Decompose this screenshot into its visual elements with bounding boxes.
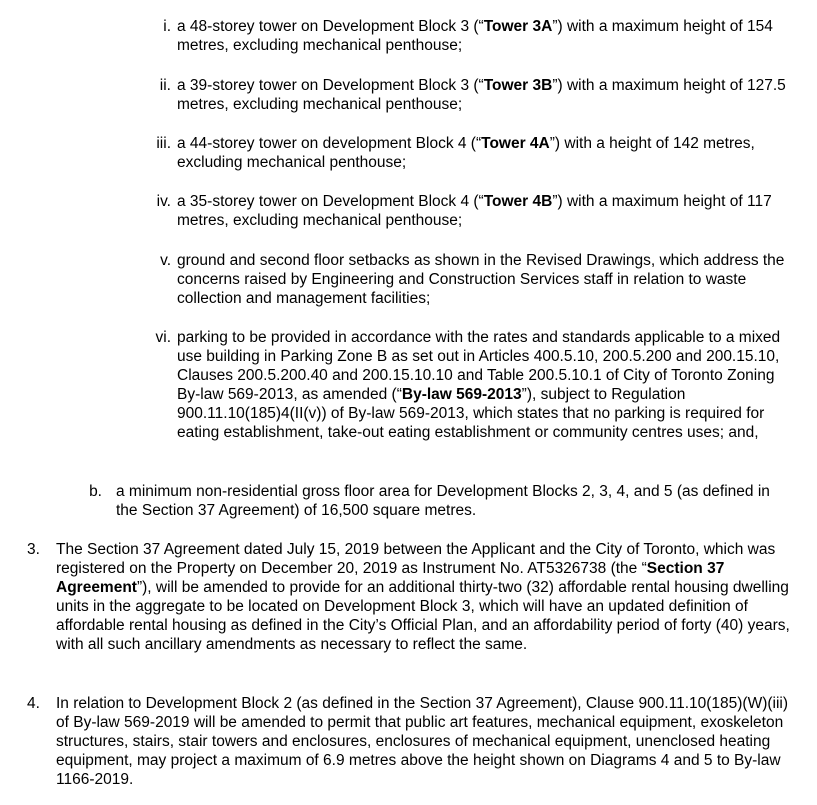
list-item-text: a 39-storey tower on Development Block 3 (“Tower 3B”) with a maximum height of 127.5 metres, excluding mechanical penthouse; xyxy=(177,77,786,113)
list-marker: 3. xyxy=(27,541,40,558)
list-item-b xyxy=(0,482,790,520)
defined-term: Tower 3A xyxy=(483,18,553,35)
list-item-text: a minimum non-residential gross floor area for Development Blocks 2, 3, 4, and 5 (as defined in the Section 37 Agreement) of 16,500 square metres. xyxy=(116,483,770,519)
list-marker: iv. xyxy=(156,193,171,210)
list-marker: ii. xyxy=(159,77,171,94)
list-marker: iii. xyxy=(156,135,171,152)
list-item-text: a 48-storey tower on Development Block 3 (“Tower 3A”) with a maximum height of 154 metres, excluding mechanical penthouse; xyxy=(177,18,773,54)
list-item-3 xyxy=(0,540,790,654)
list-item-i xyxy=(0,17,790,55)
list-item-v xyxy=(0,251,790,308)
list-marker: v. xyxy=(160,252,171,269)
defined-term: By-law 569-2013 xyxy=(401,386,522,403)
list-marker: 4. xyxy=(27,695,40,712)
list-item-ii xyxy=(0,76,790,114)
list-item-text: ground and second floor setbacks as shown in the Revised Drawings, which address the concerns raised by Engineering and Construction Services staff in relation to waste collection and management facilities; xyxy=(177,252,785,307)
list-item-vi xyxy=(0,328,790,442)
list-item-4 xyxy=(0,694,790,789)
defined-term: Tower 4B xyxy=(483,193,553,210)
defined-term: Tower 3B xyxy=(483,77,553,94)
list-item-iii xyxy=(0,134,790,172)
list-item-text: In relation to Development Block 2 (as defined in the Section 37 Agreement), Clause 900.11.10(185)(W)(iii) of By-law 569-2019 will be amended to permit that public art features, mechanical equipment, exoskeleton structures, stairs, stair towers and enclosures, enclosures of mechanical equipment, unenclosed heating equipment, may project a maximum of 6.9 metres above the height shown on Diagrams 4 and 5 to By-law 1166-2019. xyxy=(56,695,789,788)
list-item-text: a 44-storey tower on development Block 4 (“Tower 4A”) with a height of 142 metres, excluding mechanical penthouse; xyxy=(177,135,755,171)
defined-term: Tower 4A xyxy=(481,135,550,152)
defined-term: Section 37 Agreement xyxy=(56,560,725,596)
list-marker: vi. xyxy=(155,329,171,346)
list-item-text: The Section 37 Agreement dated July 15, 2019 between the Applicant and the City of Toronto, which was registered on the Property on December 20, 2019 as Instrument No. AT5326738 (the “Section 37 Agreement”), will be amended to provide for an additional thirty-two (32) affordable rental housing dwelling units in the aggregate to be located on Development Block 3, which will have an updated definition of affordable rental housing as defined in the City’s Official Plan, and an affordability period of forty (40) years, with all such ancillary amendments as necessary to reflect the same. xyxy=(56,541,790,653)
list-marker: i. xyxy=(163,18,171,35)
list-item-text: parking to be provided in accordance with the rates and standards applicable to a mixed use building in Parking Zone B as set out in Articles 400.5.10, 200.5.200 and 200.15.10, Clauses 200.5.200.40 and 200.15.10.10 and Table 200.5.10.1 of City of Toronto Zoning By-law 569-2013, as amended (“By-law 569-2013”), subject to Regulation 900.11.10(185)4(II(v)) of By-law 569-2013, which states that no parking is required for eating establishment, take-out eating establishment or community centres uses; and, xyxy=(177,329,781,441)
list-marker: b. xyxy=(89,483,102,500)
list-item-text: a 35-storey tower on Development Block 4 (“Tower 4B”) with a maximum height of 117 metres, excluding mechanical penthouse; xyxy=(177,193,772,229)
list-item-iv xyxy=(0,192,790,230)
